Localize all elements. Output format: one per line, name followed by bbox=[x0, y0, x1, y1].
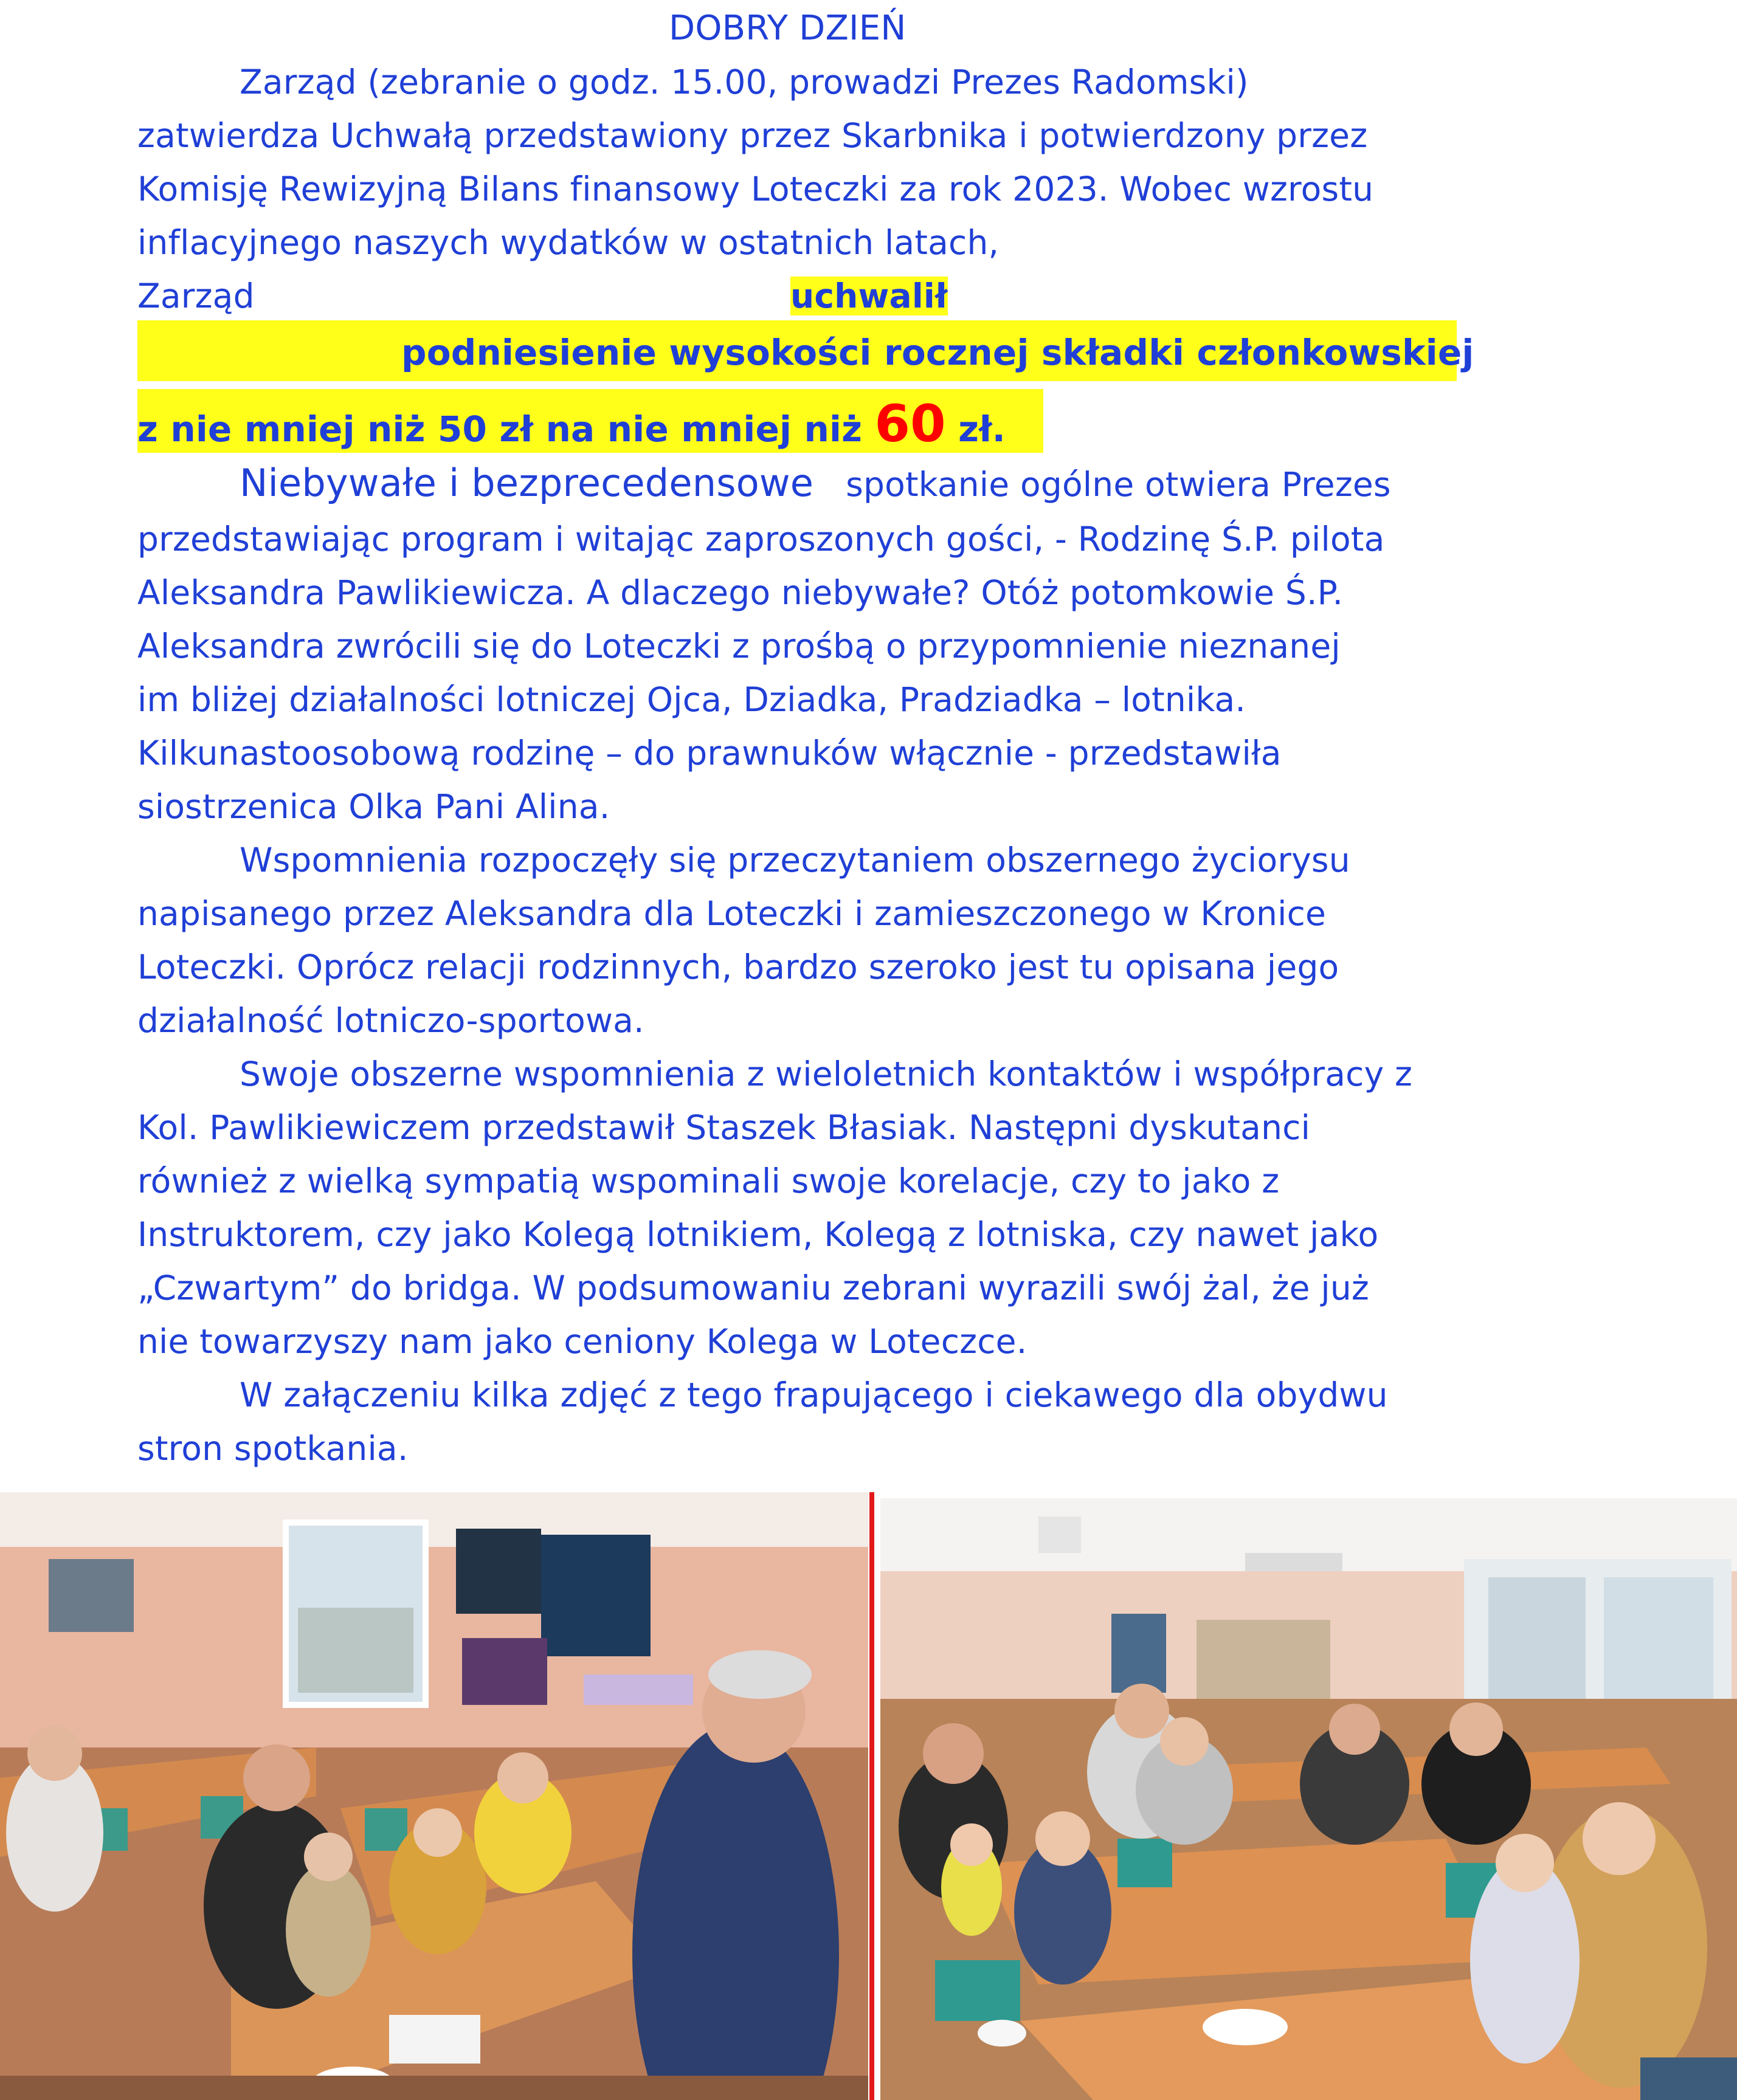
paragraph-line: „Czwartym” do bridga. W podsumowaniu zebrani wyrazili swój żal, że już bbox=[137, 1269, 1369, 1307]
meeting-photo-left bbox=[0, 1492, 868, 2100]
paragraph-line: Zarząd bbox=[137, 277, 255, 315]
paragraph-line: Komisję Rewizyjną Bilans finansowy Loteczki za rok 2023. Wobec wzrostu bbox=[137, 170, 1374, 208]
emphasis-text: Niebywałe i bezprecedensowe bbox=[240, 461, 814, 505]
paragraph-line: Aleksandra zwrócili się do Loteczki z prośbą o przypomnienie nieznanej bbox=[137, 627, 1341, 666]
highlight-resolution: podniesienie wysokości rocznej składki członkowskiej bbox=[401, 332, 1474, 373]
paragraph-line: stron spotkania. bbox=[137, 1429, 409, 1468]
photo-divider bbox=[869, 1492, 874, 2100]
paragraph-line: również z wielką sympatią wspominali swoje korelacje, czy to jako z bbox=[137, 1162, 1280, 1200]
paragraph-line: Kol. Pawlikiewiczem przedstawił Staszek Błasiak. Następni dyskutanci bbox=[137, 1108, 1311, 1147]
paragraph-line bbox=[240, 462, 1391, 506]
paragraph-line: napisanego przez Aleksandra dla Loteczki i zamieszczonego w Kronice bbox=[137, 894, 1327, 933]
fee-change-suffix: zł. bbox=[945, 408, 1006, 450]
meeting-photo-right-image bbox=[880, 1498, 1737, 2100]
paragraph-line: Swoje obszerne wspomnienia z wieloletnich kontaktów i współpracy z bbox=[240, 1055, 1413, 1093]
paragraph-line: działalność lotniczo-sportowa. bbox=[137, 1001, 644, 1040]
paragraph-line: przedstawiając program i witając zaproszonych gości, - Rodzinę Ś.P. pilota bbox=[137, 520, 1385, 559]
paragraph-line: W załączeniu kilka zdjęć z tego frapującego i ciekawego dla obydwu bbox=[240, 1375, 1388, 1414]
paragraph-line: Kilkunastoosobową rodzinę – do prawnuków włącznie - przedstawiła bbox=[137, 734, 1282, 773]
highlight-uchwalil bbox=[790, 275, 948, 317]
paragraph-line: Aleksandra Pawlikiewicza. A dlaczego niebywałe? Otóż potomkowie Ś.P. bbox=[137, 573, 1344, 612]
paragraph-line: Loteczki. Oprócz relacji rodzinnych, bardzo szeroko jest tu opisana jego bbox=[137, 948, 1339, 986]
paragraph-line: zatwierdza Uchwałą przedstawiony przez Skarbnika i potwierdzony przez bbox=[137, 116, 1368, 155]
paragraph-line: siostrzenica Olka Pani Alina. bbox=[137, 787, 610, 826]
photo-strip bbox=[0, 1492, 1737, 2100]
document-title: DOBRY DZIEŃ bbox=[669, 9, 906, 48]
paragraph-line: inflacyjnego naszych wydatków w ostatnich latach, bbox=[137, 223, 1000, 262]
fee-change-text: z nie mniej niż 50 zł na nie mniej niż bbox=[137, 408, 875, 450]
fee-change-line bbox=[137, 394, 1006, 455]
meeting-photo-right bbox=[880, 1498, 1737, 2100]
new-fee-amount: 60 bbox=[874, 394, 946, 453]
paragraph-line: nie towarzyszy nam jako ceniony Kolega w Loteczce. bbox=[137, 1322, 1027, 1361]
paragraph-line: Instruktorem, czy jako Kolegą lotnikiem, Kolegą z lotniska, czy nawet jako bbox=[137, 1215, 1379, 1254]
paragraph-line: im bliżej działalności lotniczej Ojca, Dziadka, Pradziadka – lotnika. bbox=[137, 680, 1246, 719]
highlighted-text: uchwalił bbox=[790, 277, 948, 315]
paragraph-line: Wspomnienia rozpoczęły się przeczytaniem obszernego życiorysu bbox=[240, 841, 1350, 880]
paragraph-line: Zarząd (zebranie o godz. 15.00, prowadzi Prezes Radomski) bbox=[240, 63, 1249, 102]
paragraph-text: spotkanie ogólne otwiera Prezes bbox=[846, 465, 1391, 504]
meeting-photo-left-image bbox=[0, 1492, 868, 2100]
